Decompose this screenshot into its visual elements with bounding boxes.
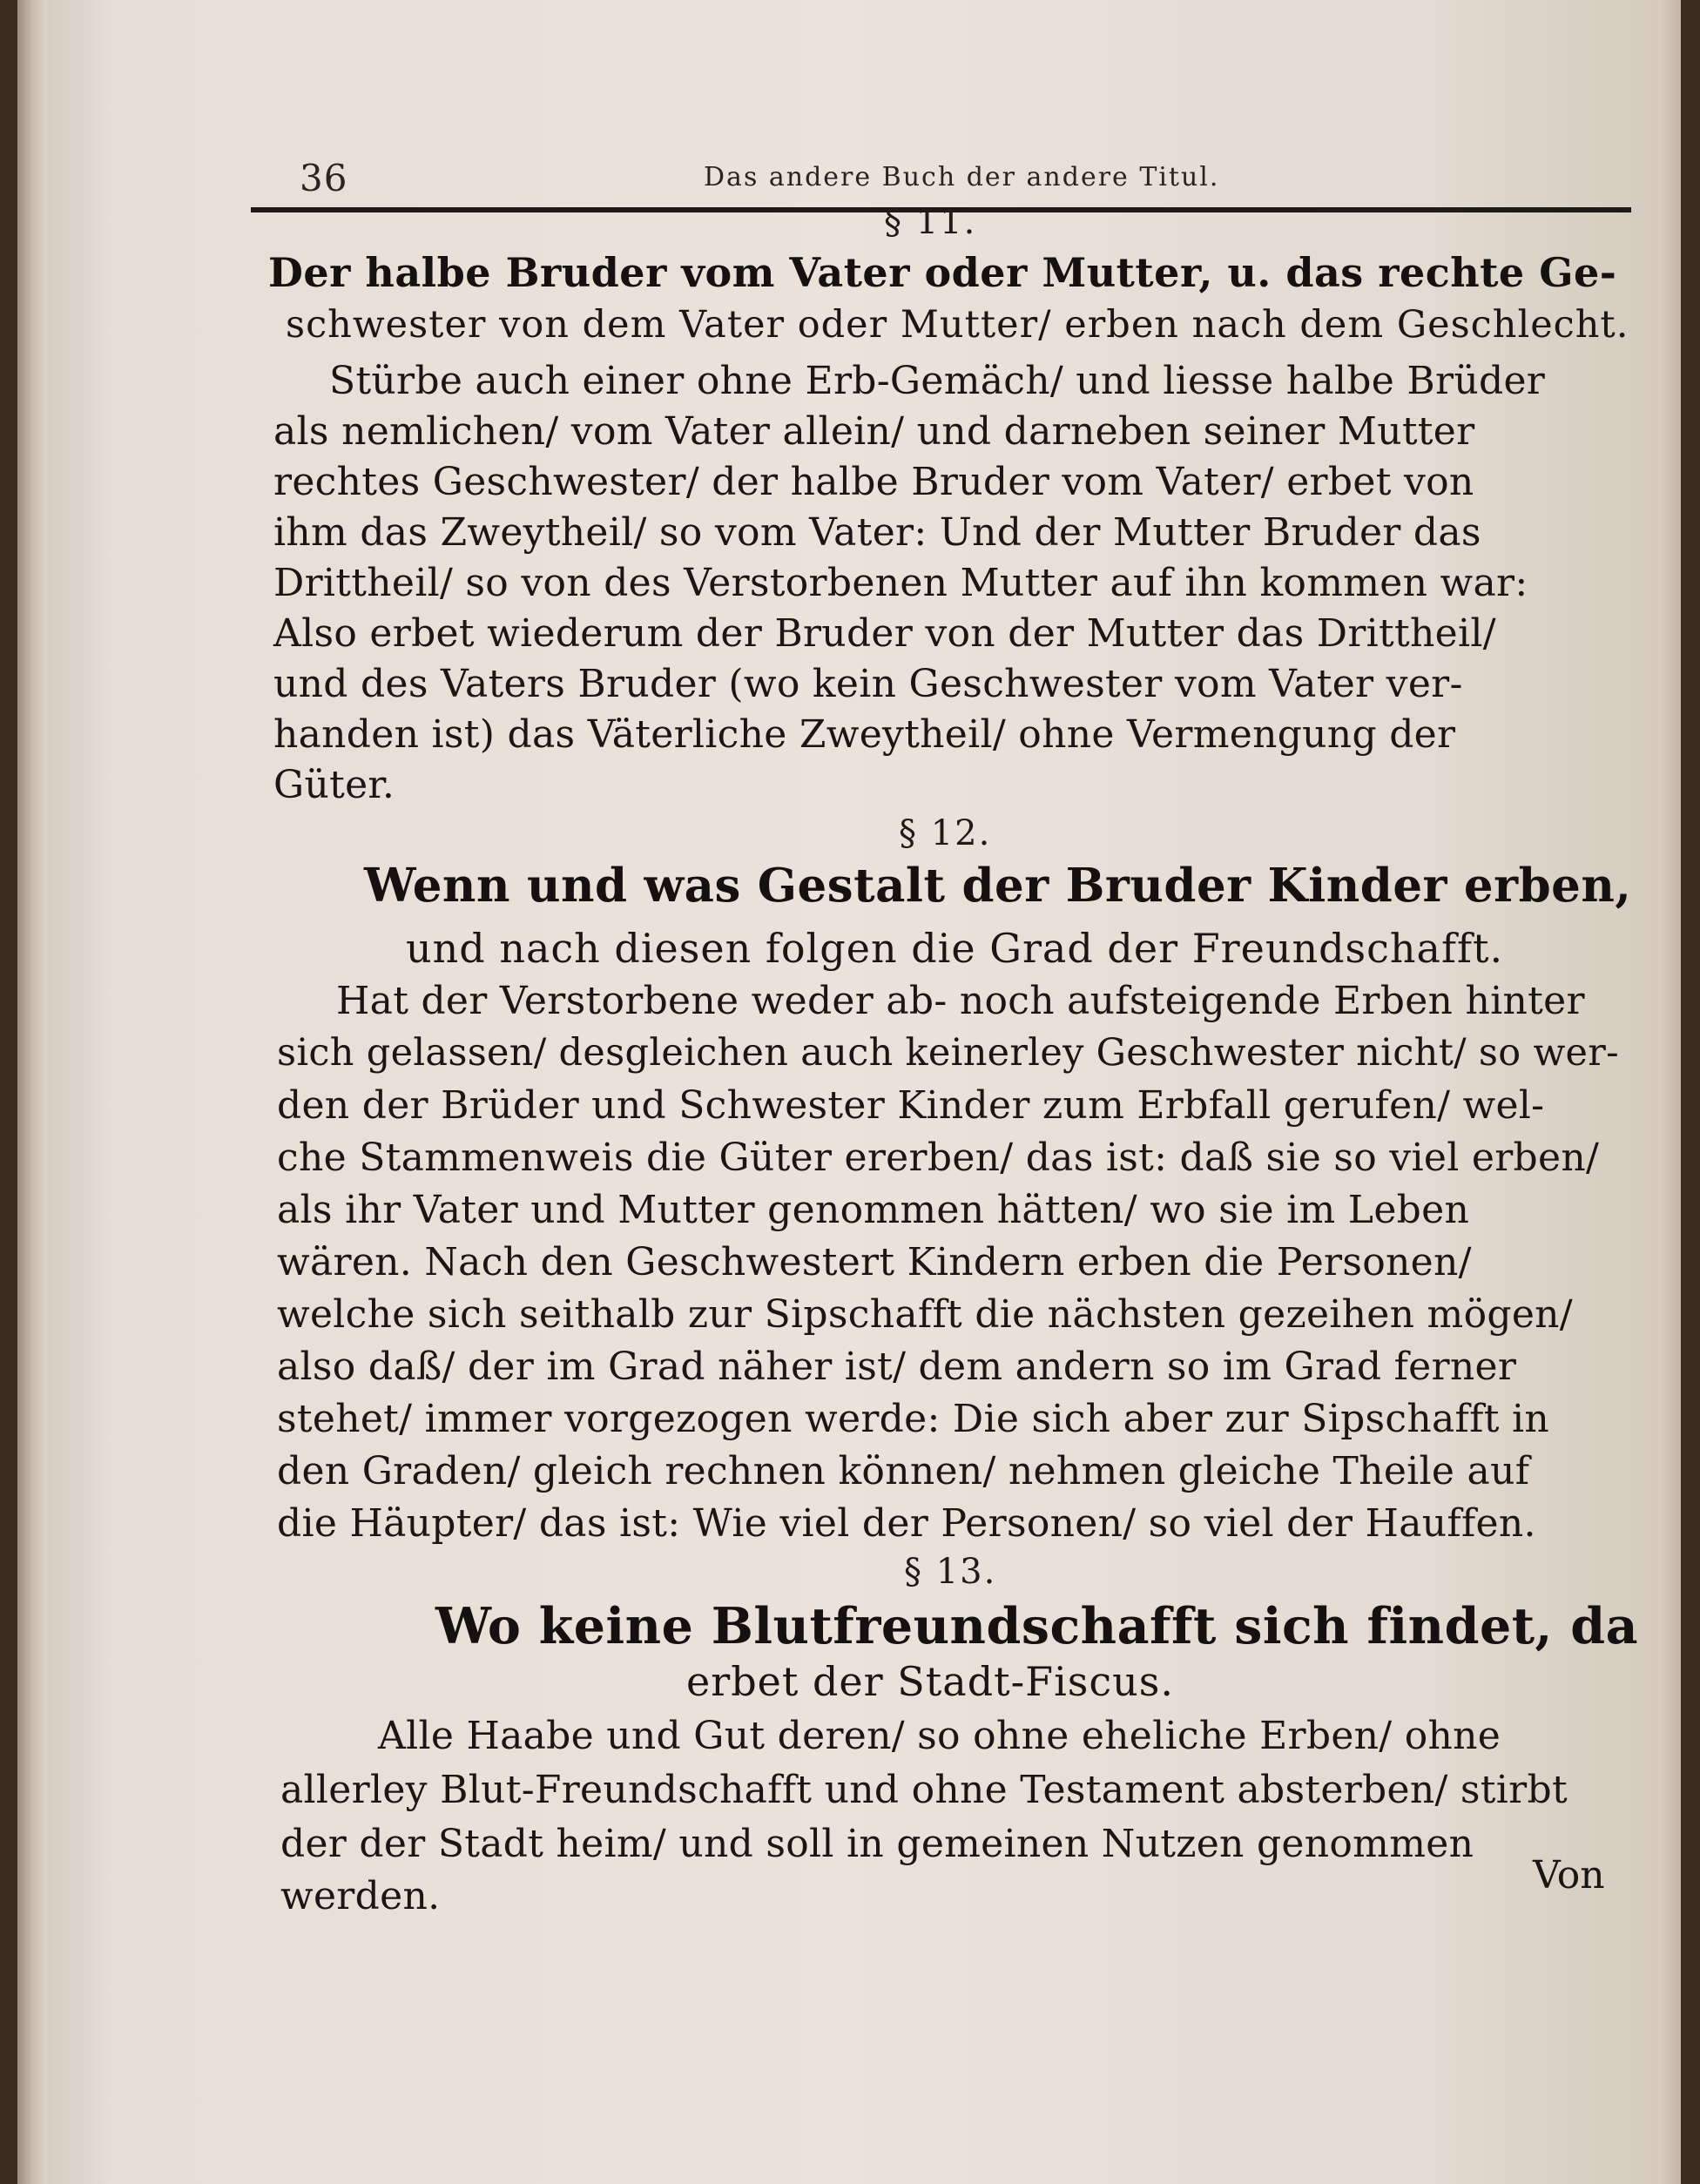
body-line: allerley Blut-Freundschafft und ohne Testament absterben/ stirbt: [280, 1768, 1568, 1812]
section-heading-13: Wo keine Blutfreundschafft sich findet, da: [435, 1597, 1639, 1655]
section-mark-12: § 12.: [899, 813, 992, 853]
gutter-shadow: [17, 0, 47, 2184]
body-line: die Häupter/ das ist: Wie viel der Personen/ so viel der Hauffen.: [277, 1501, 1536, 1546]
body-line: sich gelassen/ desgleichen auch keinerley Geschwester nicht/ so wer-: [277, 1031, 1619, 1075]
body-line: che Stammenweis die Güter ererben/ das ist: daß sie so viel erben/: [277, 1136, 1600, 1180]
body-line: als ihr Vater und Mutter genommen hätten/ wo sie im Leben: [277, 1188, 1470, 1232]
body-line: stehet/ immer vorgezogen werde: Die sich aber zur Sipschafft in: [277, 1397, 1549, 1441]
section-mark-13: § 13.: [904, 1552, 997, 1592]
body-line: welche sich seithalb zur Sipschafft die nächsten gezeihen mögen/: [277, 1292, 1573, 1337]
section-heading-11-cont: schwester von dem Vater oder Mutter/ erben nach dem Geschlecht.: [286, 303, 1629, 347]
body-line: rechtes Geschwester/ der halbe Bruder vom Vater/ erbet von: [273, 460, 1474, 504]
body-line: den der Brüder und Schwester Kinder zum Erbfall gerufen/ wel-: [277, 1083, 1545, 1128]
section-mark-11: § 11.: [884, 202, 977, 242]
body-line: Alle Haabe und Gut deren/ so ohne eheliche Erben/ ohne: [378, 1714, 1501, 1758]
body-line: Drittheil/ so von des Verstorbenen Mutter auf ihn kommen war:: [273, 561, 1528, 605]
page-edge: [1658, 0, 1681, 2184]
section-heading-12: Wenn und was Gestalt der Bruder Kinder erben,: [364, 859, 1632, 913]
body-line: ihm das Zweytheil/ so vom Vater: Und der Mutter Bruder das: [273, 510, 1481, 555]
body-line: Hat der Verstorbene weder ab- noch aufsteigende Erben hinter: [336, 979, 1585, 1023]
body-line: als nemlichen/ vom Vater allein/ und darneben seiner Mutter: [273, 409, 1475, 454]
body-line: Also erbet wiederum der Bruder von der Mutter das Drittheil/: [273, 611, 1496, 656]
section-subheading-12: und nach diesen folgen die Grad der Freundschafft.: [406, 925, 1504, 972]
body-line: handen ist) das Väterliche Zweytheil/ ohne Vermengung der: [273, 712, 1456, 757]
body-line: der der Stadt heim/ und soll in gemeinen Nutzen genommen: [280, 1822, 1474, 1866]
page-number: 36: [300, 157, 348, 199]
body-line: werden.: [280, 1874, 441, 1918]
body-line: wären. Nach den Geschwestert Kindern erben die Personen/: [277, 1240, 1472, 1284]
body-line: Stürbe auch einer ohne Erb-Gemäch/ und liesse halbe Brüder: [329, 359, 1546, 403]
body-line: also daß/ der im Grad näher ist/ dem andern so im Grad ferner: [277, 1345, 1517, 1389]
catchword: Von: [1533, 1853, 1605, 1898]
body-line: und des Vaters Bruder (wo kein Geschwester vom Vater ver-: [273, 662, 1463, 706]
page-header: [251, 146, 1631, 199]
section-heading-11: Der halbe Bruder vom Vater oder Mutter, u. das rechte Ge-: [268, 249, 1617, 296]
section-subheading-13: erbet der Stadt-Fiscus.: [686, 1658, 1175, 1705]
running-head: Das andere Buch der andere Titul.: [704, 162, 1220, 192]
book-page: [17, 0, 1681, 2184]
body-line: den Graden/ gleich rechnen können/ nehmen gleiche Theile auf: [277, 1449, 1530, 1493]
body-line: Güter.: [273, 763, 395, 807]
